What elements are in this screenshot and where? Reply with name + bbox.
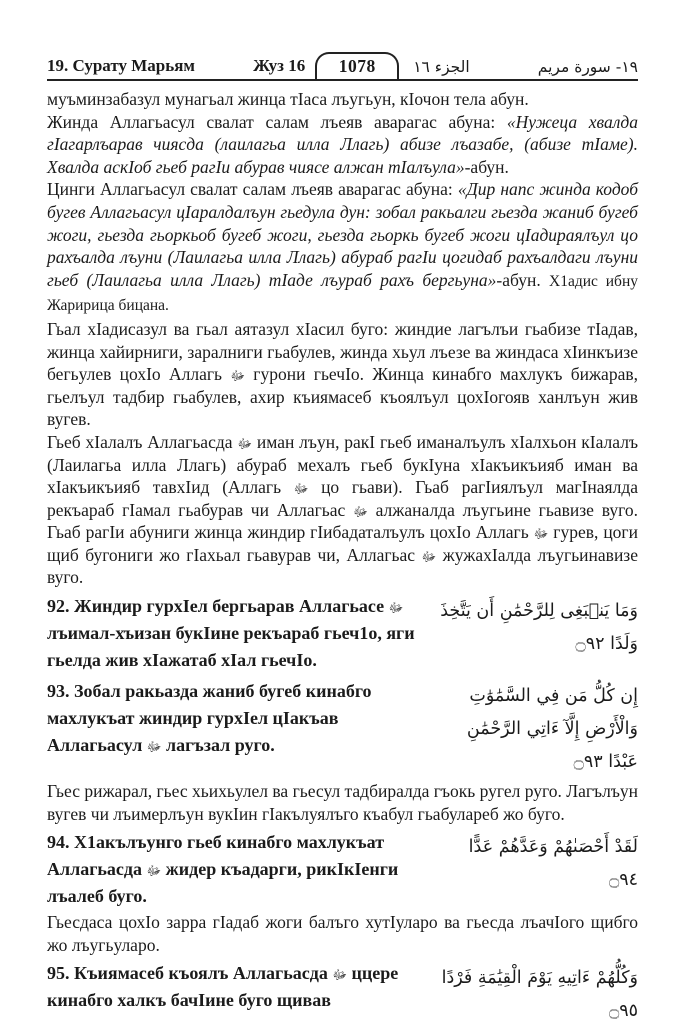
text-segment: Х1адис ибну Жаририца бицана.: [47, 272, 638, 315]
juz-label-arabic: الجزء ١٦: [413, 58, 470, 76]
juz-label-cyrillic: Жуз 16: [253, 56, 306, 75]
verse-94-row: [47, 829, 638, 910]
text-segment: «Нужеца хвалда гIагарлъарав чиясда (лаилагьа илла Ллагь) абизе лъазабе, (абизе тIаме). Хвалда аскIоб гьеб рагIи абурав чиясе алжан тIалъула»: [47, 111, 638, 177]
summary-paragraph-1: [47, 318, 638, 431]
verse-92-row: [47, 593, 638, 674]
summary-paragraph-2: [47, 431, 638, 589]
text-segment: жидер къадарги, рикIкIенги лъалеб буго.: [47, 859, 399, 907]
hadith-paragraph-2: [47, 178, 638, 318]
verse-93-translation: [47, 678, 432, 759]
text-segment: гурев, цоги щиб бугониги жо гIахьал гьавурав чи, Аллагьас: [47, 522, 638, 565]
verse-block-92: [47, 593, 638, 674]
jalla-jalaluhu-honorific: ﷻ: [293, 482, 309, 498]
text-segment: 93. Зобал ракьазда жаниб бугеб кинабго махлукъат жиндир гурхIел цIакъав Аллагьасул: [47, 681, 372, 756]
verse-93-row: [47, 678, 638, 779]
text-segment: 95. Къиямасеб къоялъ Аллагьасда: [47, 963, 333, 984]
text-segment: жужахIалда лъугьинавизе вуго.: [47, 544, 638, 588]
jalla-jalaluhu-honorific: ﷻ: [230, 369, 245, 385]
jalla-jalaluhu-honorific: ﷻ: [533, 527, 549, 543]
verse-94-translation: [47, 829, 432, 910]
verse-block-95: [47, 960, 638, 1024]
surah-title-cyrillic: 19. Сурату Марьям: [47, 56, 196, 75]
jalla-jalaluhu-honorific: ﷻ: [146, 740, 162, 756]
page-number: 1078: [338, 56, 376, 76]
text-segment: иман лъун, ракI гьеб иманалъулъ хIалхьон кIалалъ (Лаилагьа илла Ллагь) абураб мехалъ гьеб букIуна хIакъикъияб иман ва хIакъикъияб тавхIид (Аллагь: [47, 431, 638, 498]
text-segment: лагъзал руго.: [161, 735, 275, 756]
jalla-jalaluhu-honorific: ﷻ: [332, 968, 348, 984]
text-segment: 92. Жиндир гурхIел бергьарав Аллагьасе: [47, 596, 389, 617]
text-segment: Гьес рижарал, гьес хьихьулел ва гьесул тадбиралда гъокь ругел руго. Лагълъун вугев чи лъимерлъун вукIин гIакълуялъго къабул гьабулареб жо буго.: [47, 781, 639, 824]
text-segment: 94. Х1акълъунго гьеб кинабго махлукъат Аллагьасда: [47, 832, 385, 880]
page-header: [47, 44, 638, 81]
verse-93-commentary: [47, 780, 638, 825]
verse-95-row: [47, 960, 638, 1024]
verse-95-arabic: وَكُلُّهُمْ ءَاتِيهِ يَوْمَ الْقِيَٰمَةِ فَرْدًا ۝٩٥: [441, 968, 638, 1022]
text-segment: Гьал хIадисазул ва гьал аятазул хIасил буго: жиндие лагълъи гьабизе тIадав, жинца хайирниги, заралниги гьабулев, жинда хьул лъезе ва жиндаса хIинкъизе бегьулев цохIо Аллагь: [47, 318, 638, 385]
text-segment: Гьесдаса цохIо зарра гIадаб жоги балъго хутIуларо ва гьесда лъачIого щибго жо лъугьуларо.: [47, 912, 638, 955]
text-segment: ццере кинабго халкъ бачIине буго щивав: [47, 963, 399, 1011]
verse-92-translation: [47, 593, 432, 674]
text-segment: алжаналда лъугьине гьавизе вуго. Гьаб рагIи абуниги жинца жиндир гIибадаталъулъ цохIо Аллагь: [47, 499, 638, 543]
jalla-jalaluhu-honorific: ﷻ: [353, 504, 368, 520]
jalla-jalaluhu-honorific: ﷻ: [388, 601, 404, 617]
text-segment: Цинги Аллагьасул свалат салам лъеяв аварагас абуна:: [47, 179, 458, 200]
text-segment: муъминзабазул мунагьал жинца тIаса лъугьун, кIочон тела абун.: [47, 89, 529, 109]
text-segment: гурони гьечIо. Жинца кинабго махлукъ бижарав, гьелъул тадбир гьабулев, ахир къиямасеб къоялъул цохIогояв ханлъун жив вугев.: [47, 364, 638, 430]
hadith-paragraph-1: [47, 111, 638, 179]
verse-93-arabic: إِن كُلُّ مَن فِي السَّمَٰوَٰتِ وَالْأَرْضِ إِلَّآ ءَاتِي الرَّحْمَٰنِ عَبْدًا ۝٩٣: [466, 686, 638, 773]
page-body: [47, 88, 638, 1024]
page-number-cartouche: [315, 52, 399, 79]
text-segment: лъимал-хъизан букIине рекъараб гьеч1о, яги гьелда жив хIажатаб хIал гьечIо.: [47, 623, 415, 671]
verse-92-arabic: وَمَا يَنۢبَغِى لِلرَّحْمَٰنِ أَن يَتَّخِذَ وَلَدًا ۝٩٢: [440, 601, 638, 655]
text-segment: -абун.: [496, 269, 550, 290]
text-segment: -абун.: [464, 156, 509, 177]
text-segment: Гьеб хIалалъ Аллагьасда: [47, 431, 238, 452]
paragraph-continuation: [47, 88, 638, 111]
jalla-jalaluhu-honorific: ﷻ: [421, 549, 437, 565]
jalla-jalaluhu-honorific: ﷻ: [237, 436, 253, 452]
verse-95-translation: [47, 960, 432, 1014]
text-segment: Жинда Аллагьасул свалат салам лъеяв аварагас абуна:: [47, 111, 507, 132]
text-segment: цо гьави). Гьаб рагIиялъул магIнаялда рекъараб гIамал гьабурав чи Аллагьас: [47, 477, 638, 520]
verse-94-commentary: [47, 911, 638, 956]
verse-94-arabic: لَقَدْ أَحْصَىٰهُمْ وَعَدَّهُمْ عَدًّا ۝٩٤: [468, 837, 638, 891]
jalla-jalaluhu-honorific: ﷻ: [146, 864, 162, 880]
verse-block-93: [47, 678, 638, 825]
verse-block-94: [47, 829, 638, 956]
text-segment: «Дир напс жинда кодоб бугев Аллагьасул цIаралдалъун гьедула дун: зобал ракьалги гьезда жаниб бугеб жоги, гьезда гьоркьоб бугеб жоги, гьезда гьоркь бугеб жоги цIадираялъул цо рахъалда лъуни (Лаилагьа илла Ллагь) абураб рагIи цогидаб рахъалдаги лъуни гьеб (Лаилагьа илла Ллагь) тIаде лъураб рахъ бергьуна»: [47, 179, 638, 290]
surah-title-arabic: ١٩- سورة مريم: [537, 58, 638, 76]
